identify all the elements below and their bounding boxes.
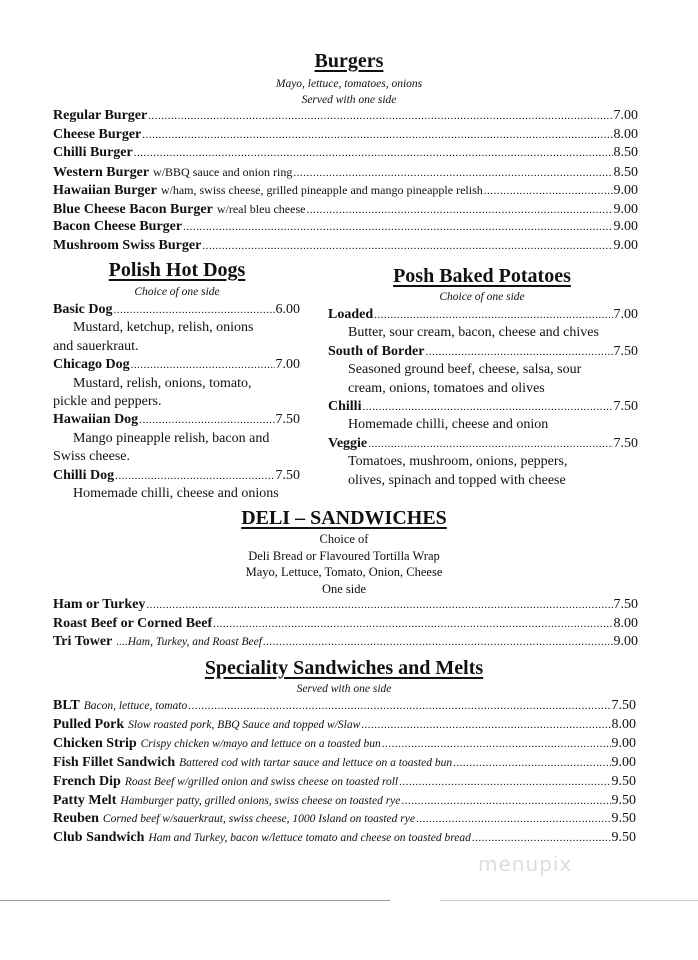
dot-leader — [416, 810, 611, 828]
dot-leader — [183, 218, 612, 236]
divider — [0, 900, 390, 901]
item-description: Roast Beef w/grilled onion and swiss cheese on toasted roll — [124, 775, 399, 788]
dot-leader — [202, 237, 612, 255]
item-name: South of Border — [328, 343, 425, 359]
menu-item-row — [53, 829, 636, 847]
item-description: Ham and Turkey, bacon w/lettuce tomato and cheese on toasted bread — [148, 832, 471, 845]
item-name: Blue Cheese Bacon Burger — [53, 201, 213, 217]
item-price: 7.50 — [613, 597, 638, 612]
menu-item-row — [328, 435, 638, 453]
section-subtitle: Mayo, Lettuce, Tomato, Onion, Cheese — [245, 565, 443, 579]
item-name: Western Burger — [53, 164, 150, 180]
item-description: Tomatoes, mushroom, onions, peppers, — [348, 454, 568, 470]
section-subtitle: Mayo, lettuce, tomatoes, onions — [275, 78, 423, 90]
menu-item-row — [53, 697, 636, 715]
menu-item-row — [53, 144, 638, 162]
item-name: Chilli — [328, 399, 362, 414]
item-description: Swiss cheese. — [53, 449, 130, 465]
item-price: 6.00 — [275, 302, 300, 317]
menu-item-row — [53, 596, 638, 614]
item-description: pickle and peppers. — [53, 394, 162, 409]
item-name: Cheese Burger — [53, 126, 142, 142]
item-description: Crispy chicken w/mayo and lettuce on a toasted bun — [140, 737, 381, 750]
menu-item-row — [53, 107, 638, 125]
item-description: ....Ham, Turkey, and Roast Beef — [116, 636, 262, 648]
dot-leader — [146, 596, 612, 614]
item-description: w/real bleu cheese — [216, 201, 306, 216]
section-subtitle: Served with one side — [301, 94, 397, 106]
item-description: Mustard, relish, onions, tomato, — [73, 375, 252, 391]
dot-leader — [401, 792, 610, 810]
item-price: 8.00 — [611, 716, 636, 732]
item-price: 9.50 — [611, 830, 636, 846]
item-name: Roast Beef or Corned Beef — [53, 615, 213, 631]
item-name: Tri Tower — [53, 634, 113, 649]
item-description: w/ham, swiss cheese, grilled pineapple and mango pineapple relish — [160, 183, 483, 197]
item-price: 9.50 — [611, 811, 636, 827]
item-description: Bacon, lettuce, tomato — [83, 700, 188, 712]
menu-item-row — [53, 467, 300, 485]
dot-leader — [134, 144, 613, 162]
item-name: Loaded — [328, 307, 374, 322]
menu-item-row — [53, 773, 636, 791]
item-description: and sauerkraut. — [53, 338, 139, 354]
menu-item-row — [53, 181, 638, 199]
item-name: Veggie — [328, 435, 368, 451]
item-name: Bacon Cheese Burger — [53, 219, 183, 234]
dot-leader — [453, 754, 610, 772]
item-name: Hawaiian Dog — [53, 412, 139, 428]
dot-leader — [293, 164, 612, 182]
item-description: Slow roasted pork, BBQ Sauce and topped w/Slaw — [128, 718, 361, 731]
menu-item-row — [53, 163, 638, 181]
item-price: 9.00 — [611, 735, 636, 751]
item-name: Pulled Pork — [53, 716, 125, 732]
item-price: 8.00 — [613, 615, 638, 631]
section-title: Speciality Sandwiches and Melts — [204, 657, 484, 679]
menu-item-row — [328, 398, 638, 416]
dot-leader — [213, 615, 612, 633]
item-price: 7.50 — [611, 698, 636, 713]
menu-item-row — [53, 615, 638, 633]
item-name: Regular Burger — [53, 108, 148, 123]
menu-item-row — [53, 356, 300, 374]
item-price: 7.00 — [275, 357, 300, 373]
item-name: Chicken Strip — [53, 735, 137, 751]
section-title: Burgers — [314, 50, 384, 72]
item-description: w/BBQ sauce and onion ring — [153, 164, 293, 179]
watermark: menupix — [478, 852, 573, 876]
section-subtitle: One side — [321, 581, 367, 596]
dot-leader — [142, 126, 612, 144]
dot-leader — [263, 633, 613, 651]
item-price: 7.50 — [275, 412, 300, 428]
menu-item-row — [53, 200, 638, 218]
dot-leader — [361, 716, 610, 734]
item-description: Butter, sour cream, bacon, cheese and chives — [348, 325, 599, 341]
item-name: Fish Fillet Sandwich — [53, 754, 176, 770]
item-name: Hawaiian Burger — [53, 183, 157, 198]
item-name: Ham or Turkey — [53, 597, 146, 612]
section-subtitle: Deli Bread or Flavoured Tortilla Wrap — [248, 548, 440, 563]
menu-item-row — [53, 218, 638, 236]
item-price: 9.00 — [611, 754, 636, 770]
item-name: Club Sandwich — [53, 830, 145, 846]
item-price: 9.00 — [613, 634, 638, 649]
item-price: 9.50 — [611, 792, 636, 808]
item-name: French Dip — [53, 773, 121, 789]
section-title: Polish Hot Dogs — [108, 259, 246, 281]
dot-leader — [472, 829, 611, 847]
item-price: 7.50 — [613, 399, 638, 414]
dot-leader — [148, 107, 612, 125]
item-description: Homemade chilli, cheese and onions — [73, 486, 279, 501]
item-description: Corned beef w/sauerkraut, swiss cheese, 1000 Island on toasted rye — [102, 813, 415, 826]
menu-item-row — [53, 792, 636, 810]
item-description: Hamburger patty, grilled onions, swiss cheese on toasted rye — [120, 794, 401, 807]
menu-item-row — [53, 810, 636, 828]
dot-leader — [131, 356, 275, 374]
dot-leader — [115, 467, 274, 485]
dot-leader — [139, 411, 274, 429]
dot-leader — [484, 182, 613, 200]
section-title: DELI – SANDWICHES — [241, 507, 447, 529]
dot-leader — [362, 398, 612, 416]
item-name: Patty Melt — [53, 792, 117, 808]
item-description: Mango pineapple relish, bacon and — [73, 430, 270, 446]
item-price: 7.50 — [275, 467, 300, 483]
item-price: 7.50 — [613, 343, 638, 359]
dot-leader — [306, 201, 612, 219]
divider — [440, 900, 698, 901]
item-price: 9.00 — [613, 237, 638, 253]
menu-item-row — [53, 633, 638, 651]
dot-leader — [114, 301, 275, 319]
menu-item-row — [53, 301, 300, 319]
section-subtitle: Choice of one side — [134, 286, 220, 298]
item-price: 8.00 — [613, 126, 638, 142]
menu-item-row — [328, 306, 638, 324]
item-name: Chilli Burger — [53, 145, 133, 160]
item-price: 9.00 — [613, 219, 638, 234]
item-description: Seasoned ground beef, cheese, salsa, sour — [348, 362, 582, 378]
item-price: 7.00 — [613, 108, 638, 123]
item-name: Chilli Dog — [53, 467, 115, 483]
section-subtitle: Choice of — [319, 532, 369, 546]
item-name: Basic Dog — [53, 302, 113, 317]
item-price: 9.00 — [613, 183, 638, 198]
item-description: Mustard, ketchup, relish, onions — [73, 320, 254, 336]
menu-item-row — [53, 716, 636, 734]
section-subtitle: Choice of one side — [439, 291, 525, 303]
dot-leader — [188, 697, 610, 715]
dot-leader — [368, 435, 612, 453]
item-price: 8.50 — [613, 164, 638, 180]
item-description: Homemade chilli, cheese and onion — [348, 417, 549, 433]
item-price: 9.00 — [613, 201, 638, 217]
menu-item-row — [328, 343, 638, 361]
dot-leader — [425, 343, 612, 361]
item-name: Mushroom Swiss Burger — [53, 237, 202, 253]
item-price: 8.50 — [613, 145, 638, 160]
section-subtitle: Served with one side — [296, 683, 392, 695]
menu-item-row — [53, 237, 638, 255]
dot-leader — [399, 773, 610, 791]
item-description: Battered cod with tartar sauce and lettuce on a toasted bun — [179, 756, 453, 769]
dot-leader — [382, 735, 611, 753]
item-price: 7.00 — [613, 307, 638, 322]
item-price: 9.50 — [611, 773, 636, 789]
dot-leader — [374, 306, 612, 324]
item-price: 7.50 — [613, 435, 638, 451]
menu-item-row — [53, 126, 638, 144]
menu-item-row — [53, 411, 300, 429]
item-name: Reuben — [53, 811, 99, 827]
item-description: olives, spinach and topped with cheese — [348, 472, 566, 488]
menu-item-row — [53, 754, 636, 772]
item-name: BLT — [53, 698, 80, 713]
item-description: cream, onions, tomatoes and olives — [348, 380, 545, 396]
item-name: Chicago Dog — [53, 357, 130, 373]
section-title: Posh Baked Potatoes — [393, 265, 571, 287]
menu-item-row — [53, 735, 636, 753]
